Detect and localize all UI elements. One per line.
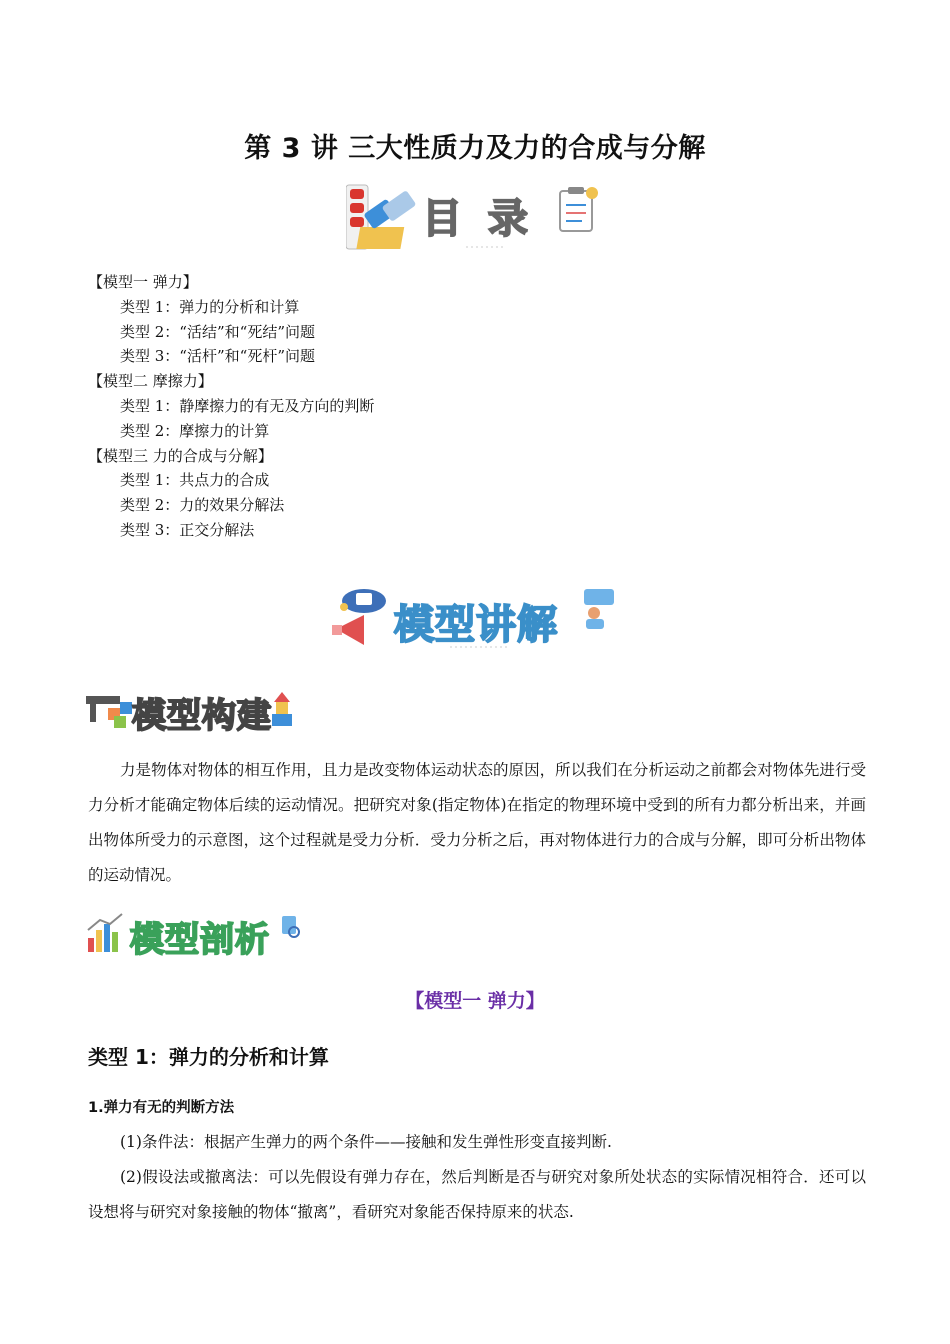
method-condition: (1)条件法：根据产生弹力的两个条件——接触和发生弹性形变直接判断.: [120, 1133, 612, 1151]
section-heading: 【模型一 弹力】: [405, 990, 545, 1012]
table-of-contents: [88, 270, 374, 543]
model-analysis-text: 模型剖析: [130, 920, 270, 960]
toc-model-label: 【模型二 摩擦力】: [88, 372, 213, 391]
toc-model-label: 【模型一 弹力】: [88, 273, 198, 291]
toc-item: 类型 3：正交分解法: [120, 520, 255, 539]
model-build-banner: [86, 686, 301, 738]
type-heading: 类型 1：弹力的分析和计算: [88, 1045, 329, 1069]
toc-model-1: [88, 270, 374, 369]
toc-item: 类型 1：静摩擦力的有无及方向的判断: [120, 396, 375, 415]
toc-item: 类型 3：“活杆”和“死杆”问题: [120, 347, 315, 366]
toc-banner: [346, 183, 606, 253]
toc-model-3: [88, 444, 374, 543]
method-assumption: (2)假设法或撤离法：可以先假设有弹力存在，然后判断是否与研究对象所处状态的实际情况相符合．还可以设想将与研究对象接触的物体“撤离”，看研究对象能否保持原来的状态.: [88, 1168, 866, 1221]
toc-item: 类型 2：“活结”和“死结”问题: [120, 322, 315, 341]
toc-item: 类型 2：力的效果分解法: [120, 496, 285, 515]
model-explain-banner: [330, 585, 620, 653]
toc-model-label: 【模型三 力的合成与分解】: [88, 446, 273, 465]
page-title: 第 3 讲 三大性质力及力的合成与分解: [244, 133, 706, 164]
toc-item: 类型 1：弹力的分析和计算: [120, 297, 300, 316]
toc-item: 类型 2：摩擦力的计算: [120, 421, 270, 440]
method-heading: 1.弹力有无的判断方法: [88, 1100, 235, 1116]
model-analysis-banner: [86, 910, 306, 958]
intro-paragraph: [88, 753, 866, 893]
toc-model-2: [88, 369, 374, 443]
toc-item: 类型 1：共点力的合成: [120, 471, 270, 490]
methods-paragraphs: [88, 1125, 866, 1230]
model-explain-text: 模型讲解: [394, 602, 558, 648]
toc-banner-text: 目 录: [422, 196, 534, 242]
model-build-text: 模型构建: [132, 696, 272, 736]
intro-text: 力是物体对物体的相互作用，且力是改变物体运动状态的原因，所以我们在分析运动之前都会对物体先进行受力分析才能确定物体后续的运动情况。把研究对象(指定物体)在指定的物理环境中受到的所有力都分析出来，并画出物体所受力的示意图，这个过程就是受力分析．受力分析之后，再对物体进行力的合成与分解，即可分析出物体的运动情况。: [88, 761, 866, 884]
